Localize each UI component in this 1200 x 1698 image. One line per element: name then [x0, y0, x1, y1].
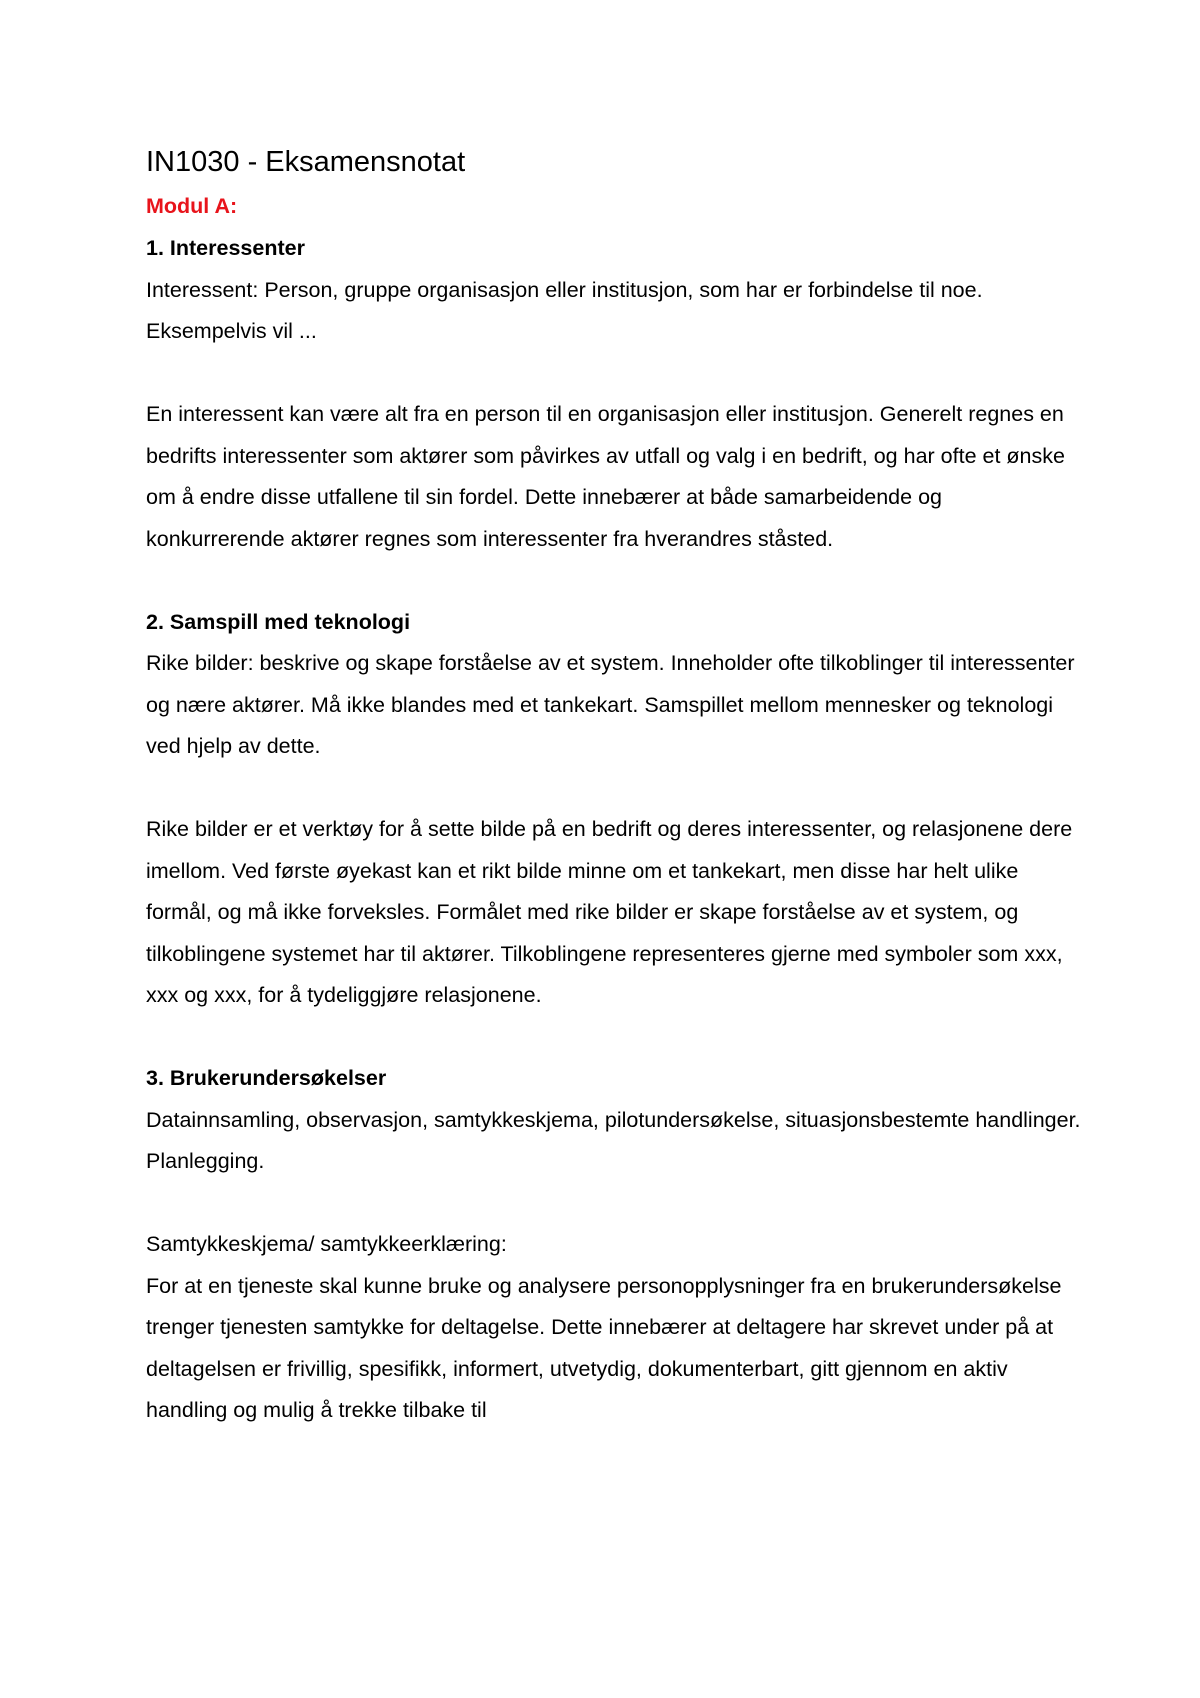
document-page [146, 140, 1086, 1432]
module-label: Modul A: [146, 194, 238, 218]
section-heading-brukerundersokelser: 3. Brukerundersøkelser [146, 1066, 387, 1090]
paragraph: Rike bilder er et verktøy for å sette bilde på en bedrift og deres interessenter, og relasjonene dere imellom. Ved første øyekast kan et rikt bilde minne om et tankekart, men disse har helt ulike formål, og må ikke forveksles. Formålet med rike bilder er skape forståelse av et system, og tilkoblingene systemet har til aktører. Tilkoblingene representeres gjerne med symboler som xxx, xxx og xxx, for å tydeliggjøre relasjonene. [146, 817, 1073, 1007]
paragraph: Interessent: Person, gruppe organisasjon eller institusjon, som har er forbindelse til noe. Eksempelvis vil ... [146, 277, 983, 343]
paragraph-spacer [146, 353, 1086, 395]
paragraph-spacer [146, 1017, 1086, 1059]
paragraph-spacer [146, 1183, 1086, 1225]
section-heading-samspill: 2. Samspill med teknologi [146, 609, 411, 634]
paragraph: For at en tjeneste skal kunne bruke og analysere personopplysninger fra en brukerundersøkelse trenger tjenesten samtykke for deltagelse. Dette innebærer at deltagere har skrevet under på at deltagelsen er frivillig, spesifikk, informert, utvetydig, dokumenterbart, gitt gjennom en aktiv handling og mulig å trekke tilbake til [146, 1273, 1062, 1422]
paragraph: Samtykkeskjema/ samtykkeerklæring: [146, 1232, 507, 1256]
paragraph: Datainnsamling, observasjon, samtykkeskjema, pilotundersøkelse, situasjonsbestemte handlinger. Planlegging. [146, 1107, 1081, 1173]
paragraph: Rike bilder: beskrive og skape forståelse av et system. Inneholder ofte tilkoblinger til interessenter og nære aktører. Må ikke blandes med et tankekart. Samspillet mellom mennesker og teknologi ved hjelp av dette. [146, 651, 1075, 758]
paragraph: En interessent kan være alt fra en person til en organisasjon eller institusjon. Generelt regnes en bedrifts interessenter som aktører som påvirkes av utfall og valg i en bedrift, og har ofte et ønske om å endre disse utfallene til sin fordel. Dette innebærer at både samarbeidende og konkurrerende aktører regnes som interessenter fra hverandres ståsted. [146, 402, 1065, 551]
section-heading-interessenter: 1. Interessenter [146, 236, 305, 260]
document-title: IN1030 - Eksamensnotat [146, 146, 466, 178]
paragraph-spacer [146, 560, 1086, 602]
paragraph-spacer [146, 768, 1086, 810]
